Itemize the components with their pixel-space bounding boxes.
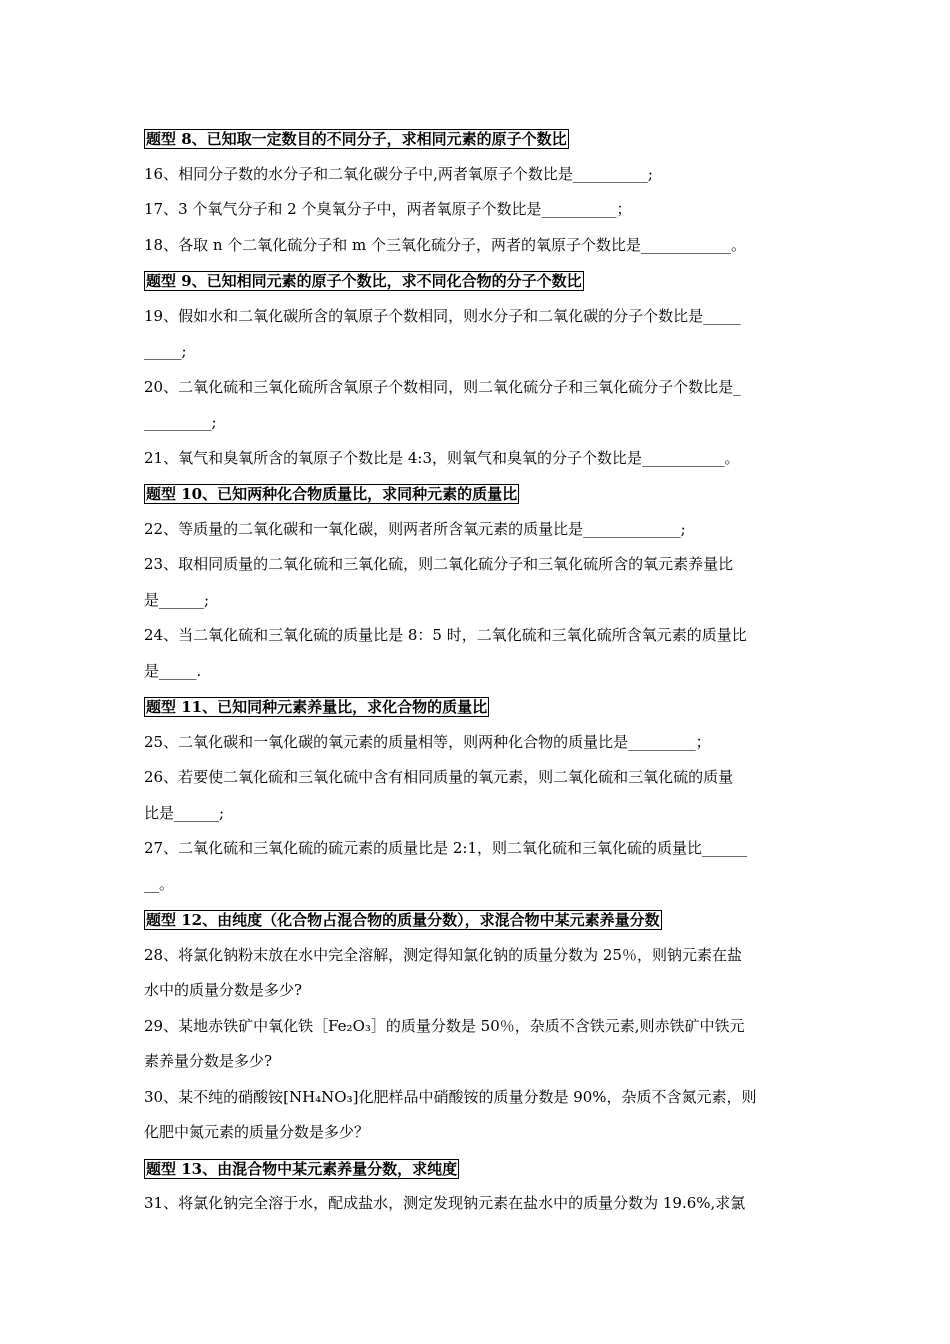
question-line: 27、二氧化硫和三氧化硫的硫元素的质量比是 2:1，则二氧化硫和三氧化硫的质量比______ <box>144 839 747 857</box>
question-line: 19、假如水和二氧化碳所含的氧原子个数相同，则水分子和二氧化碳的分子个数比是_____ <box>144 306 741 325</box>
question-line: _________; <box>144 413 217 431</box>
question-line: 29、某地赤铁矿中氧化铁［Fe₂O₃］的质量分数是 50％，杂质不含铁元素,则赤铁矿中铁元 <box>144 1016 745 1035</box>
question-line: 是_____. <box>144 661 202 680</box>
document-page <box>144 121 806 1222</box>
question-line: 化肥中氮元素的质量分数是多少？ <box>144 1123 370 1141</box>
section-heading-wrapper <box>144 689 806 725</box>
question-line: 20、二氧化硫和三氧化硫所含氧原子个数相同，则二氧化硫分子和三氧化硫分子个数比是_ <box>144 377 741 396</box>
question-line: 26、若要使二氧化硫和三氧化硫中含有相同质量的氧元素，则二氧化硫和三氧化硫的质量 <box>144 768 734 786</box>
question-line: 16、相同分子数的水分子和二氧化碳分子中,两者氧原子个数比是__________; <box>144 164 653 183</box>
question-line: 22、等质量的二氧化碳和一氧化碳，则两者所含氧元素的质量比是_____________; <box>144 519 686 538</box>
question-line: _____; <box>144 342 187 360</box>
question-line: __。 <box>144 874 175 893</box>
section-heading-wrapper <box>144 1151 806 1187</box>
section-heading: 题型 11、已知同种元素养量比，求化合物的质量比 <box>146 698 488 716</box>
section-heading: 题型 8、已知取一定数目的不同分子，求相同元素的原子个数比 <box>146 130 567 148</box>
question-line: 素养量分数是多少? <box>144 1052 273 1070</box>
question-line: 是______; <box>144 590 210 609</box>
question-line: 23、取相同质量的二氧化硫和三氧化硫，则二氧化硫分子和三氧化硫所含的氧元素养量比 <box>144 555 734 573</box>
section-heading: 题型 10、已知两种化合物质量比，求同种元素的质量比 <box>146 485 518 503</box>
question-line: 17、3 个氧气分子和 2 个臭氧分子中，两者氧原子个数比是__________； <box>144 200 632 218</box>
question-line: 18、各取 n 个二氧化硫分子和 m 个三氧化硫分子，两者的氧原子个数比是____________。 <box>144 235 747 254</box>
section-heading: 题型 9、已知相同元素的原子个数比，求不同化合物的分子个数比 <box>146 272 582 290</box>
question-line: 水中的质量分数是多少? <box>144 981 303 999</box>
section-heading: 题型 13、由混合物中某元素养量分数，求纯度 <box>146 1159 458 1178</box>
question-line: 31、将氯化钠完全溶于水，配成盐水，测定发现钠元素在盐水中的质量分数为 19.6%,求氯 <box>144 1194 746 1212</box>
question-line: 比是______; <box>144 803 225 822</box>
question-line: 24、当二氧化硫和三氧化硫的质量比是 8：5 时，二氧化硫和三氧化硫所含氧元素的质量比 <box>144 626 747 644</box>
section-heading-wrapper <box>144 263 806 299</box>
section-heading: 题型 12、由纯度（化合物占混合物的质量分数），求混合物中某元素养量分数 <box>146 911 660 929</box>
section-heading-wrapper <box>144 476 806 512</box>
question-line: 30、某不纯的硝酸铵[NH₄NO₃]化肥样品中硝酸铵的质量分数是 90%，杂质不含氮元素，则 <box>144 1087 757 1106</box>
question-line: 25、二氧化碳和一氧化碳的氧元素的质量相等，则两种化合物的质量比是_________； <box>144 732 711 751</box>
question-line: 21、氧气和臭氧所含的氧原子个数比是 4:3，则氧气和臭氧的分子个数比是___________。 <box>144 448 740 467</box>
section-heading-wrapper <box>144 121 806 157</box>
question-line: 28、将氯化钠粉末放在水中完全溶解，测定得知氯化钠的质量分数为 25％，则钠元素在盐 <box>144 945 742 964</box>
section-heading-wrapper <box>144 902 806 938</box>
